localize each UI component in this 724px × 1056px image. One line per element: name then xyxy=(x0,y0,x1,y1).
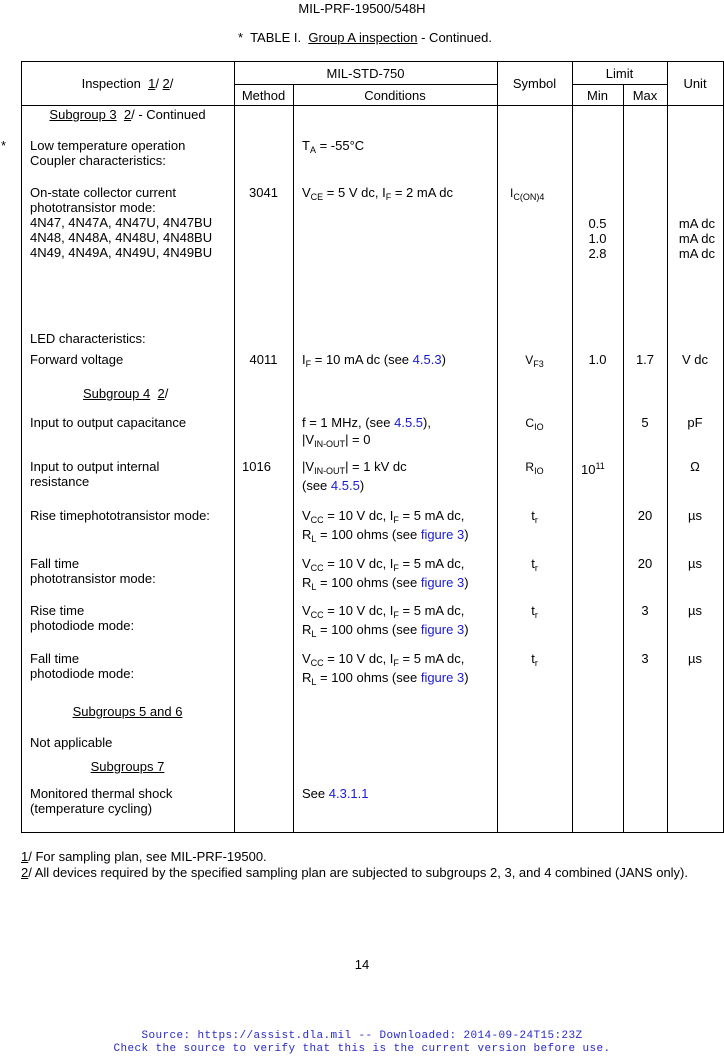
capacitance-symbol: $C_{IO}$ xyxy=(525,416,544,432)
figure-link[interactable]: figure 3 xyxy=(420,575,465,590)
fall-time-photodiode-unit: µs xyxy=(688,651,702,666)
rise-time-phototransistor-max: 20 xyxy=(637,508,653,523)
change-mark: * xyxy=(1,138,7,153)
col-header-method: Method xyxy=(241,88,286,103)
table-border-bottom xyxy=(21,832,724,833)
document-number: MIL-PRF-19500/548H xyxy=(298,1,426,16)
forward-voltage-condition: $I_F = 10$ mA dc (see 4.5.3) xyxy=(302,352,446,369)
col-line-max xyxy=(623,84,624,832)
header-bottom-line xyxy=(21,105,724,106)
fall-time-phototransistor-max: 20 xyxy=(637,556,653,571)
device-row: 4N47, 4N47A, 4N47U, 4N47BU xyxy=(30,215,213,230)
subgroup-4-heading: Subgroup 4 2/ xyxy=(83,386,169,401)
section-link[interactable]: 4.5.3 xyxy=(412,352,442,367)
rise-time-photodiode-condition: $V_{CC} = 10$ V dc, $I_F = 5$ mA dc, $R_L = 100$ ohms (see figure 3) xyxy=(302,603,469,639)
on-state-condition: $V_{CE} = 5$ V dc, $I_F = 2$ mA dc xyxy=(302,185,453,202)
resistance-condition: $|V_{IN-OUT}| = 1$ kV dc (see 4.5.5) xyxy=(302,459,407,493)
col-line-unit xyxy=(667,61,668,832)
subgroups-5-6-heading: Subgroups 5 and 6 xyxy=(72,704,183,719)
figure-link[interactable]: figure 3 xyxy=(420,622,465,637)
forward-voltage-min: 1.0 xyxy=(588,352,607,367)
resistance-min: $10^{11}$ xyxy=(581,461,605,477)
rise-time-phototransistor-unit: µs xyxy=(688,508,702,523)
header-divider-limit xyxy=(572,84,667,85)
col-line-conditions xyxy=(293,84,294,832)
resistance-label: Input to output internal resistance xyxy=(30,459,160,489)
thermal-shock-condition: See 4.3.1.1 xyxy=(302,786,369,801)
forward-voltage-method: 4011 xyxy=(249,352,278,367)
rise-time-phototransistor-condition: $V_{CC} = 10$ V dc, $I_F = 5$ mA dc, $R_L = 100$ ohms (see figure 3) xyxy=(302,508,469,544)
table-border-top xyxy=(21,61,724,62)
device-row: 4N49, 4N49A, 4N49U, 4N49BU xyxy=(30,245,213,260)
on-state-units: mA dc mA dc mA dc xyxy=(678,216,715,261)
table-title-link: Group A inspection xyxy=(308,30,418,45)
footnote-2: 2/ All devices required by the specified sampling plan are subjected to subgroups 2, 3, and 4 combined (JANS only). xyxy=(21,865,688,880)
resistance-symbol: $R_{IO}$ xyxy=(525,460,544,476)
col-header-limit: Limit xyxy=(605,66,634,81)
forward-voltage-label: Forward voltage xyxy=(30,352,124,367)
rise-time-photodiode-label: Rise time photodiode mode: xyxy=(30,603,135,633)
fall-time-phototransistor-unit: µs xyxy=(688,556,702,571)
rise-time-phototransistor-symbol: $t_r$ xyxy=(531,508,538,525)
col-line-min xyxy=(572,61,573,832)
figure-link[interactable]: figure 3 xyxy=(420,527,465,542)
fall-time-photodiode-max: 3 xyxy=(641,651,649,666)
col-header-max: Max xyxy=(632,88,658,103)
capacitance-max: 5 xyxy=(641,415,649,430)
source-line-2: Check the source to verify that this is the current version before use. xyxy=(113,1043,611,1055)
col-header-std: MIL-STD-750 xyxy=(326,66,405,81)
capacitance-unit: pF xyxy=(687,415,703,430)
col-header-unit: Unit xyxy=(683,76,707,91)
fall-time-phototransistor-label: Fall time phototransistor mode: xyxy=(30,556,156,586)
rise-time-photodiode-unit: µs xyxy=(688,603,702,618)
rise-time-photodiode-symbol: $t_r$ xyxy=(531,603,538,620)
not-applicable-text: Not applicable xyxy=(30,735,113,750)
col-header-inspection: Inspection 1/ 2/ xyxy=(81,76,174,91)
fall-time-phototransistor-symbol: $t_r$ xyxy=(531,556,538,573)
col-header-conditions: Conditions xyxy=(364,88,426,103)
resistance-method: 1016 xyxy=(242,459,271,474)
col-line-symbol xyxy=(497,61,498,832)
subgroup-3-heading: Subgroup 3 2/ - Continued xyxy=(49,107,206,122)
led-characteristics-label: LED characteristics: xyxy=(30,331,146,346)
on-state-method: 3041 xyxy=(249,185,278,200)
col-line-method xyxy=(234,61,235,832)
section-link[interactable]: 4.3.1.1 xyxy=(328,786,369,801)
capacitance-condition: f = 1 MHz, (see 4.5.5), $|V_{IN-OUT}| = 0$ xyxy=(302,415,431,449)
resistance-unit: Ω xyxy=(690,459,700,474)
source-line-1: Source: https://assist.dla.mil -- Downloaded: 2014-09-24T15:23Z xyxy=(141,1030,583,1042)
low-temp-label: Low temperature operation Coupler characteristics: xyxy=(30,138,186,168)
forward-voltage-max: 1.7 xyxy=(635,352,655,367)
fall-time-phototransistor-condition: $V_{CC} = 10$ V dc, $I_F = 5$ mA dc, $R_L = 100$ ohms (see figure 3) xyxy=(302,556,469,592)
col-header-symbol: Symbol xyxy=(512,76,557,91)
forward-voltage-symbol: $V_{F3}$ xyxy=(525,353,544,369)
section-link[interactable]: 4.5.5 xyxy=(394,415,424,430)
fall-time-photodiode-label: Fall time photodiode mode: xyxy=(30,651,135,681)
header-divider-std xyxy=(234,84,497,85)
figure-link[interactable]: figure 3 xyxy=(420,670,465,685)
subgroup-7-heading: Subgroups 7 xyxy=(90,759,165,774)
thermal-shock-label: Monitored thermal shock (temperature cycling) xyxy=(30,786,173,816)
device-row: 4N48, 4N48A, 4N48U, 4N48BU xyxy=(30,230,213,245)
col-header-min: Min xyxy=(587,88,608,103)
low-temp-condition: $T_A = -55^\circ C$ xyxy=(302,138,365,155)
section-link[interactable]: 4.5.5 xyxy=(330,478,360,493)
on-state-min-values: 0.5 1.0 2.8 xyxy=(588,216,607,261)
table-title: * TABLE I. Group A inspection - Continued. xyxy=(238,30,492,45)
fall-time-photodiode-condition: $V_{CC} = 10$ V dc, $I_F = 5$ mA dc, $R_L = 100$ ohms (see figure 3) xyxy=(302,651,469,687)
rise-time-photodiode-max: 3 xyxy=(641,603,649,618)
forward-voltage-unit: V dc xyxy=(681,352,708,367)
on-state-symbol: $I_{C(ON)4}$ xyxy=(510,186,545,202)
rise-time-phototransistor-label: Rise timephototransistor mode: xyxy=(30,508,210,523)
footnote-1: 1/ For sampling plan, see MIL-PRF-19500. xyxy=(21,849,267,864)
capacitance-label: Input to output capacitance xyxy=(30,415,187,430)
page-number: 14 xyxy=(354,957,370,972)
fall-time-photodiode-symbol: $t_r$ xyxy=(531,651,538,668)
on-state-label: On-state collector current phototransistor mode: 4N47, 4N47A, 4N47U, 4N47BU 4N48, 4N48A, 4N48U, 4N48BU 4N49, 4N49A, 4N49U, 4N49BU xyxy=(30,185,213,260)
